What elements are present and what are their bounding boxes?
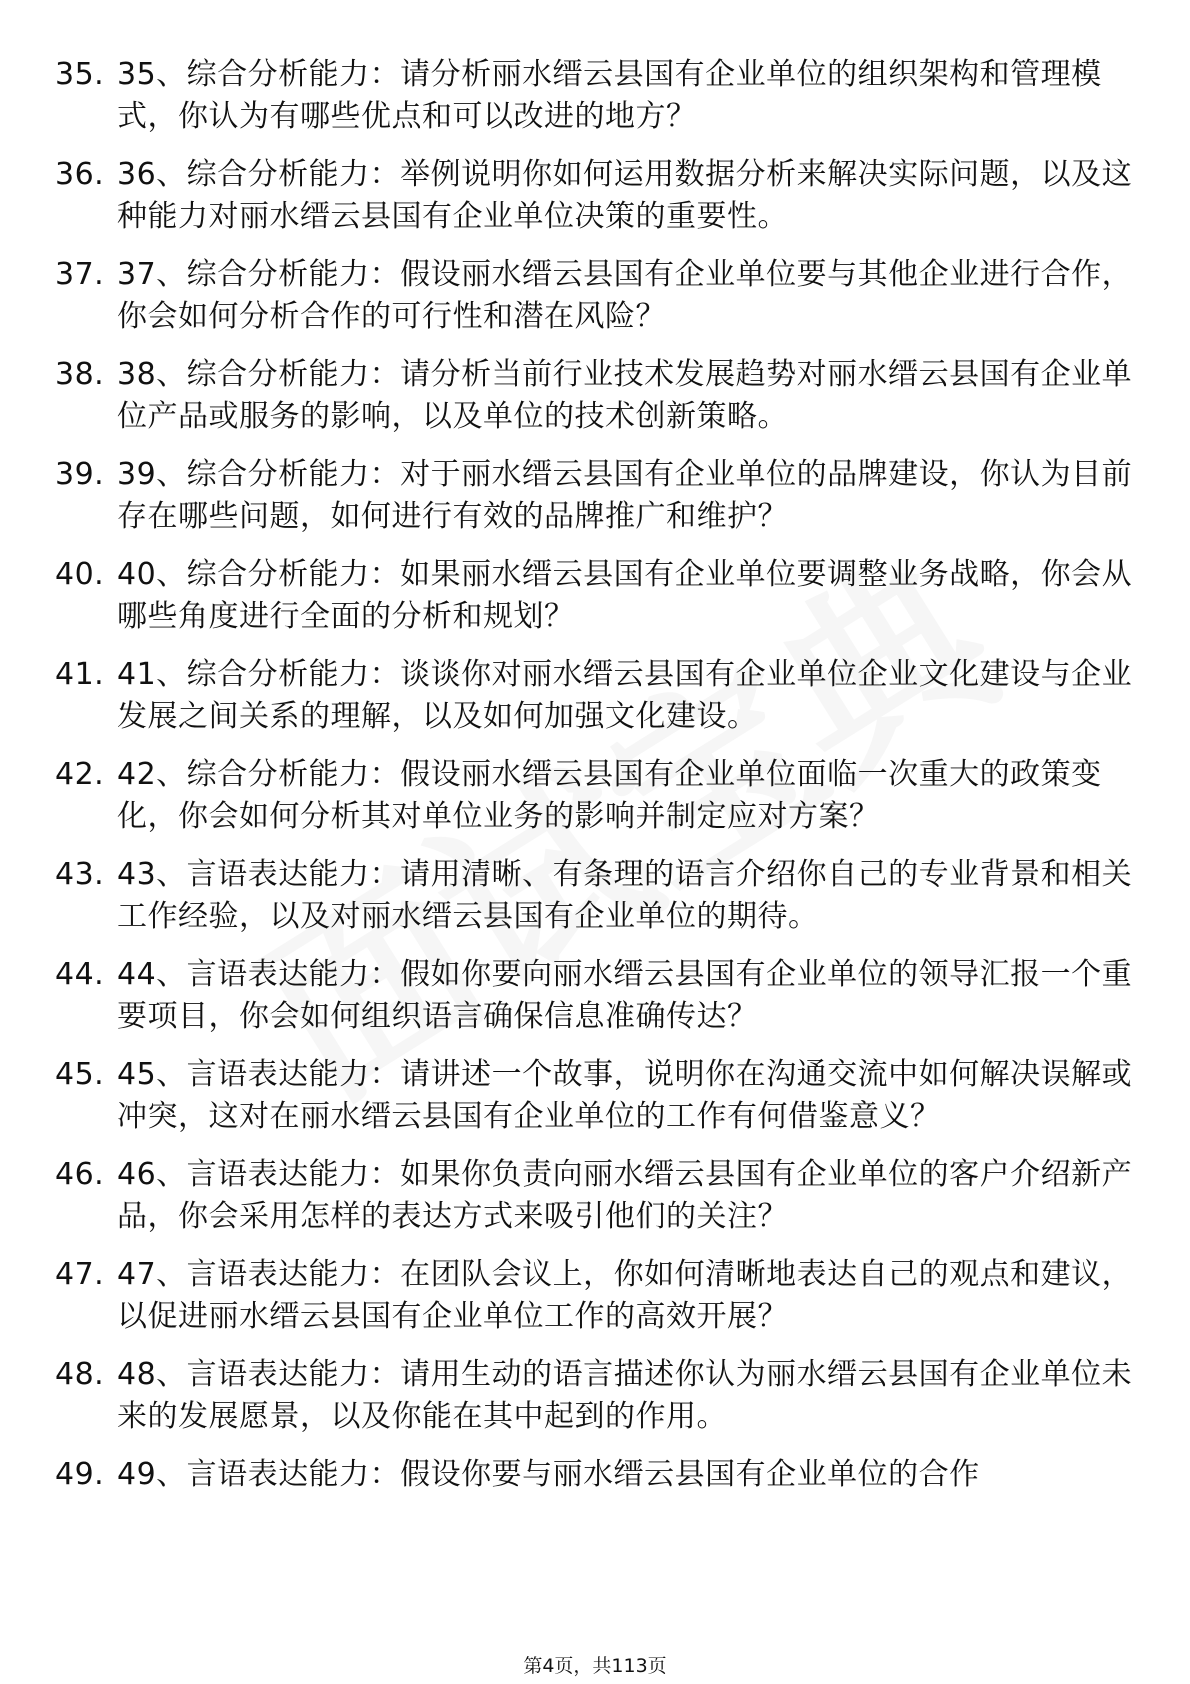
- question-number: 48.: [55, 1357, 105, 1392]
- list-item: [55, 54, 1135, 138]
- question-text: 35、综合分析能力：请分析丽水缙云县国有企业单位的组织架构和管理模式，你认为有哪些优点和可以改进的地方？: [117, 57, 1102, 134]
- question-number: 39.: [55, 457, 105, 492]
- question-text: 41、综合分析能力：谈谈你对丽水缙云县国有企业单位企业文化建设与企业发展之间关系的理解，以及如何加强文化建设。: [117, 657, 1133, 734]
- question-text: 42、综合分析能力：假设丽水缙云县国有企业单位面临一次重大的政策变化，你会如何分析其对单位业务的影响并制定应对方案？: [117, 757, 1102, 834]
- list-item: [55, 154, 1135, 238]
- list-item: [55, 254, 1135, 338]
- list-item: [55, 354, 1135, 438]
- list-item: [55, 1254, 1135, 1338]
- list-item: [55, 754, 1135, 838]
- question-number: 44.: [55, 957, 105, 992]
- page-footer: 第4页，共113页: [523, 1655, 667, 1677]
- question-number: 49.: [55, 1457, 105, 1492]
- question-text: 49、言语表达能力：假设你要与丽水缙云县国有企业单位的合作: [117, 1457, 980, 1492]
- question-text: 47、言语表达能力：在团队会议上，你如何清晰地表达自己的观点和建议，以促进丽水缙云县国有企业单位工作的高效开展？: [117, 1257, 1133, 1334]
- list-item: [55, 654, 1135, 738]
- list-item: [55, 954, 1135, 1038]
- question-text: 46、言语表达能力：如果你负责向丽水缙云县国有企业单位的客户介绍新产品，你会采用怎样的表达方式来吸引他们的关注？: [117, 1157, 1133, 1234]
- question-number: 46.: [55, 1157, 105, 1192]
- list-item: [55, 1054, 1135, 1138]
- question-text: 44、言语表达能力：假如你要向丽水缙云县国有企业单位的领导汇报一个重要项目，你会如何组织语言确保信息准确传达？: [117, 957, 1133, 1034]
- list-item: [55, 1354, 1135, 1438]
- question-text: 37、综合分析能力：假设丽水缙云县国有企业单位要与其他企业进行合作，你会如何分析合作的可行性和潜在风险？: [117, 257, 1133, 334]
- list-item: [55, 1154, 1135, 1238]
- question-text: 43、言语表达能力：请用清晰、有条理的语言介绍你自己的专业背景和相关工作经验，以及对丽水缙云县国有企业单位的期待。: [117, 857, 1133, 934]
- list-item: [55, 1454, 1135, 1496]
- question-number: 43.: [55, 857, 105, 892]
- question-number: 40.: [55, 557, 105, 592]
- question-list: [55, 54, 1135, 1496]
- question-number: 47.: [55, 1257, 105, 1292]
- question-number: 41.: [55, 657, 105, 692]
- list-item: [55, 454, 1135, 538]
- question-text: 39、综合分析能力：对于丽水缙云县国有企业单位的品牌建设，你认为目前存在哪些问题，如何进行有效的品牌推广和维护？: [117, 457, 1133, 534]
- question-text: 38、综合分析能力：请分析当前行业技术发展趋势对丽水缙云县国有企业单位产品或服务的影响，以及单位的技术创新策略。: [117, 357, 1133, 434]
- question-text: 36、综合分析能力：举例说明你如何运用数据分析来解决实际问题，以及这种能力对丽水缙云县国有企业单位决策的重要性。: [117, 157, 1133, 234]
- question-number: 42.: [55, 757, 105, 792]
- question-text: 45、言语表达能力：请讲述一个故事，说明你在沟通交流中如何解决误解或冲突，这对在丽水缙云县国有企业单位的工作有何借鉴意义？: [117, 1057, 1133, 1134]
- question-number: 37.: [55, 257, 105, 292]
- list-item: [55, 554, 1135, 638]
- question-number: 36.: [55, 157, 105, 192]
- question-text: 48、言语表达能力：请用生动的语言描述你认为丽水缙云县国有企业单位未来的发展愿景，以及你能在其中起到的作用。: [117, 1357, 1133, 1434]
- question-number: 45.: [55, 1057, 105, 1092]
- question-number: 35.: [55, 57, 105, 92]
- question-text: 40、综合分析能力：如果丽水缙云县国有企业单位要调整业务战略，你会从哪些角度进行全面的分析和规划？: [117, 557, 1133, 634]
- list-item: [55, 854, 1135, 938]
- question-number: 38.: [55, 357, 105, 392]
